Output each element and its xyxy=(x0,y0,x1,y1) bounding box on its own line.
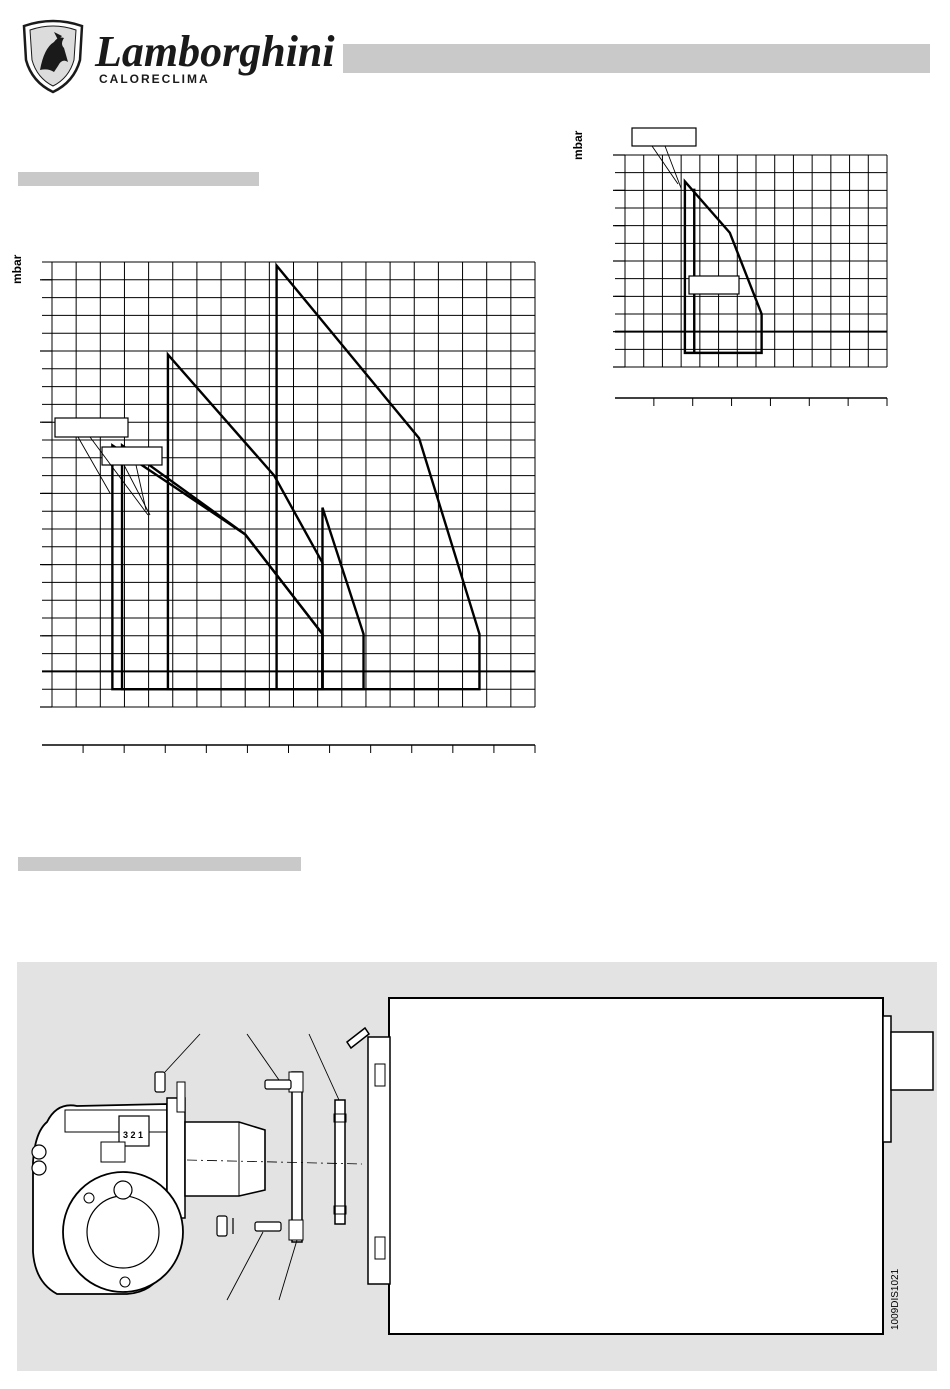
chart1-leader-4 xyxy=(136,465,146,510)
brand-name: Lamborghini xyxy=(95,27,335,76)
chart2-ylabel: mbar xyxy=(571,130,585,160)
stud-top xyxy=(265,1080,291,1089)
chart1-legend-box-1 xyxy=(55,418,128,437)
burner-illustration-panel xyxy=(17,962,937,1371)
chart2-legend-box-1 xyxy=(632,128,696,146)
boiler-door xyxy=(368,1037,390,1284)
series-5-outline xyxy=(322,508,363,690)
burner-exploded-view xyxy=(17,962,937,1371)
nut-top xyxy=(155,1072,165,1092)
mounting-flange xyxy=(292,1072,302,1242)
chart2-series xyxy=(685,182,762,353)
chart2-grid xyxy=(613,155,887,406)
stud-bottom xyxy=(255,1222,281,1231)
series-2-outline xyxy=(122,445,322,689)
chart1-legend-box-2 xyxy=(102,447,162,465)
chart1-grid xyxy=(40,262,535,753)
brand-subname: CALORECLIMA xyxy=(99,72,210,86)
drawing-code: 1009DIS1021 xyxy=(890,1268,901,1330)
series-1-outline xyxy=(685,182,762,353)
chart1-leader-3 xyxy=(124,465,150,515)
nut-bottom xyxy=(217,1216,227,1236)
chart1-series xyxy=(112,266,479,690)
chart2-legend-box-2 xyxy=(689,276,739,294)
gasket xyxy=(335,1100,345,1224)
chart2-leader-2 xyxy=(665,146,681,188)
chart1-ylabel: mbar xyxy=(10,254,24,284)
chart2-leader-1 xyxy=(652,146,678,184)
blast-tube xyxy=(185,1122,265,1196)
boiler-front xyxy=(389,998,883,1334)
series-1-outline xyxy=(112,445,322,689)
selector-marks: 3 2 1 xyxy=(123,1130,144,1140)
boiler-flue xyxy=(883,1016,891,1142)
series-4-outline xyxy=(277,266,480,690)
